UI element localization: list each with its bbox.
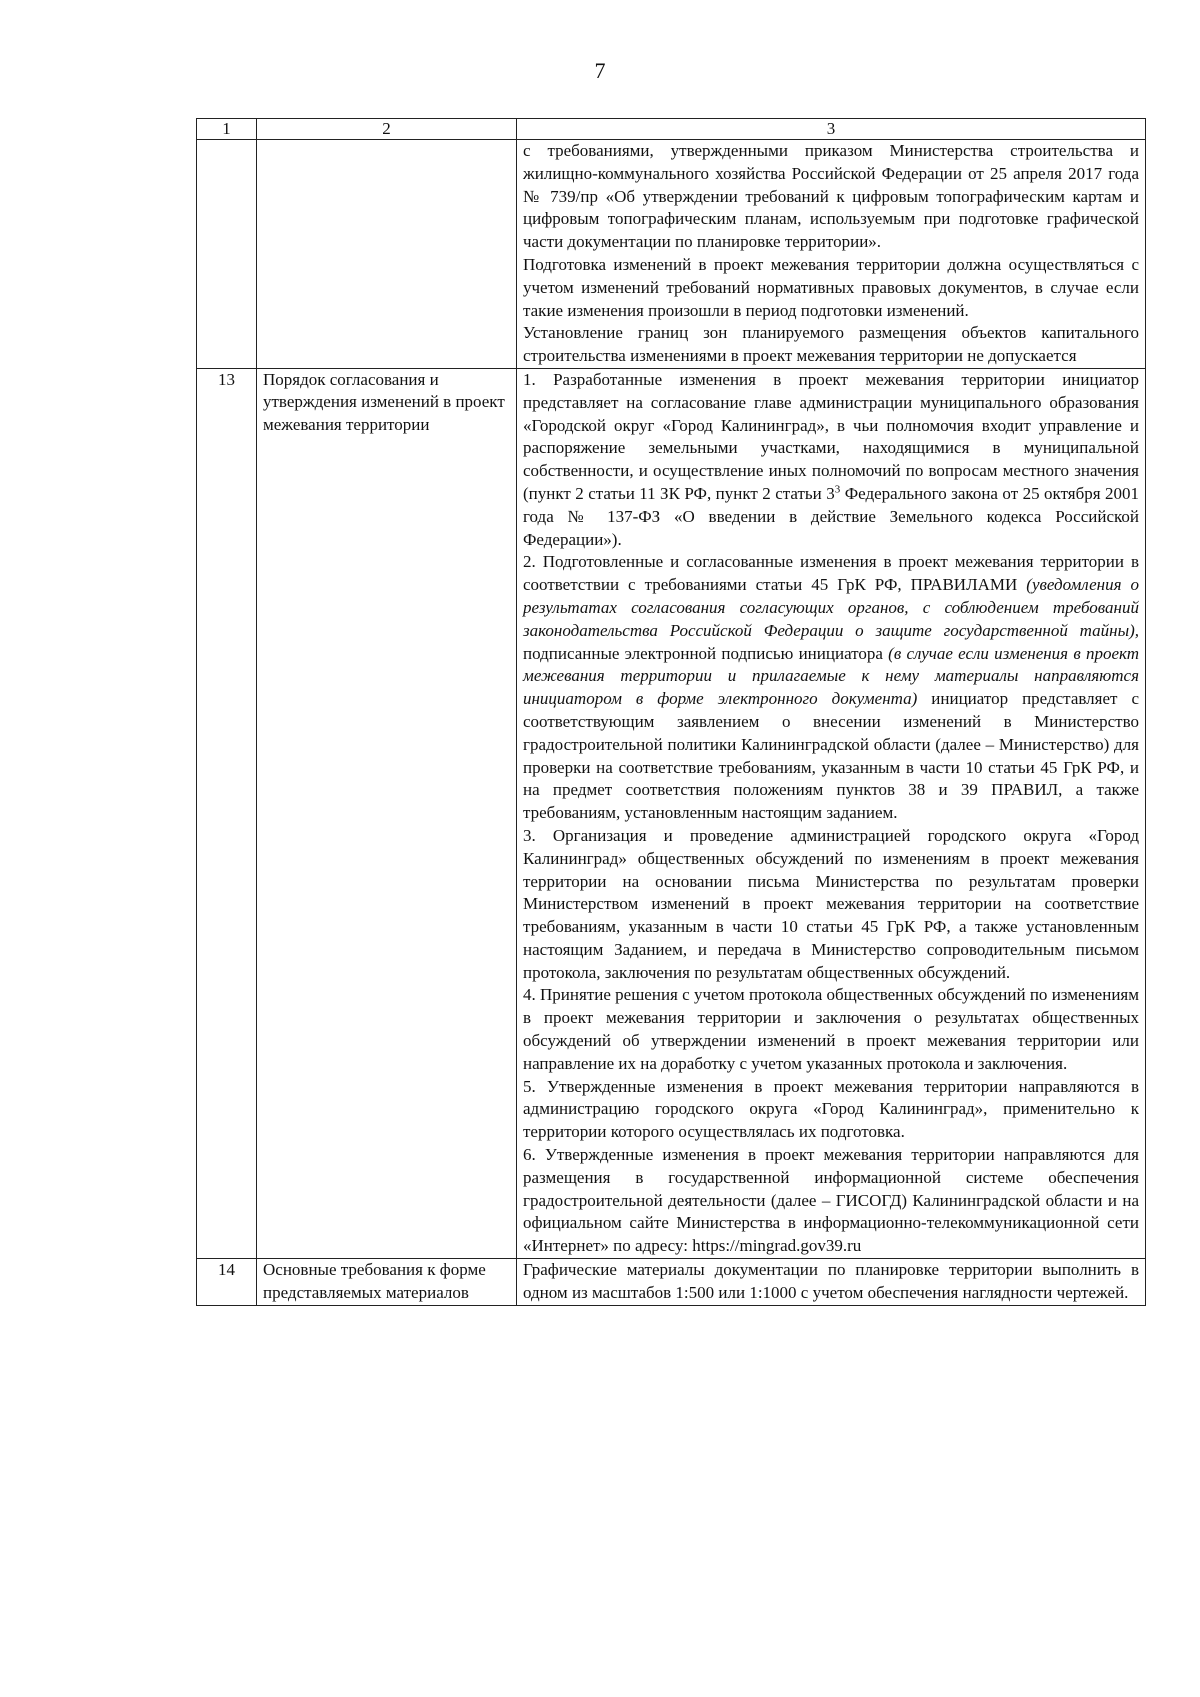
paragraph-4: 4. Принятие решения с учетом протокола общественных обсуждений по изменениям в проект межевания территории и заключения о результатах общественных обсуждений об утверждении изменений в проект межевания территории или направление их на доработку с учетом указанных протокола и заключения. xyxy=(523,985,1139,1073)
row-label xyxy=(257,140,517,369)
table-row xyxy=(197,1259,1146,1306)
row-label: Основные требования к форме представляемых материалов xyxy=(263,1260,486,1302)
row-number: 14 xyxy=(197,1259,257,1306)
paragraph-1: 1. Разработанные изменения в проект межевания территории инициатор представляет на согласование главе администрации муниципального образования «Городской округ «Город Калининград», в чьи полномочия входит управление и распоряжение земельными участками, находящимися в муниципальной собственности, и осуществление иных полномочий по вопросам местного значения (пункт 2 статьи 11 ЗК РФ, пункт 2 статьи $3^3$ Федерального закона от 25 октября 2001 года № 137-ФЗ «О введении в действие Земельного кодекса Российской Федерации»). xyxy=(523,369,1140,549)
paragraph: Подготовка изменений в проект межевания территории должна осуществляться с учетом изменений требований нормативных правовых документов, в случае если такие изменения произошли в период подготовки изменений. xyxy=(523,254,1139,320)
requirements-table xyxy=(196,118,1146,1306)
paragraph: Графические материалы документации по планировке территории выполнить в одном из масштабов 1:500 или 1:1000 с учетом обеспечения наглядности чертежей. xyxy=(523,1260,1139,1302)
row-label: Порядок согласования и утверждения изменений в проект межевания территории xyxy=(263,369,505,434)
row-content xyxy=(517,368,1146,1258)
column-header-3: 3 xyxy=(517,119,1146,140)
table-header-row xyxy=(197,119,1146,140)
paragraph: Установление границ зон планируемого размещения объектов капитального строительства изменениями в проект межевания территории не допускается xyxy=(523,323,1139,366)
superscript: 3 xyxy=(834,483,841,496)
row-number xyxy=(197,140,257,369)
paragraph: с требованиями, утвержденными приказом Министерства строительства и жилищно-коммунального хозяйства Российской Федерации от 25 апреля 2017 года № 739/пр «Об утверждении требований к цифровым топографическим картам и цифровым топографическим планам, используемым при подготовке графической части документации по планировке территории». xyxy=(523,141,1139,252)
row-content xyxy=(517,140,1146,369)
column-header-2: 2 xyxy=(257,119,517,140)
paragraph-5: 5. Утвержденные изменения в проект межевания территории направляются в администрацию городского округа «Город Калининград», применительно к территории которого осуществлялась их подготовка. xyxy=(523,1076,1139,1142)
row-label-cell xyxy=(257,1259,517,1306)
table-row xyxy=(197,368,1146,1258)
page-number: 7 xyxy=(594,58,606,83)
row-label-cell xyxy=(257,368,517,1258)
column-header-1: 1 xyxy=(197,119,257,140)
row-content xyxy=(517,1259,1146,1306)
row-number: 13 xyxy=(197,368,257,1258)
paragraph-6: 6. Утвержденные изменения в проект межевания территории направляются для размещения в государственной информационной системе обеспечения градостроительной деятельности (далее – ГИСОГД) Калининградской области и на официальном сайте Министерства в информационно-телекоммуникационной сети «Интернет» по адресу: https://mingrad.gov39.ru xyxy=(523,1145,1139,1256)
paragraph-2: 2. Подготовленные и согласованные изменения в проект межевания территории в соответствии с требованиями статьи 45 ГрК РФ, ПРАВИЛАМИ (уведомления о результатах согласования согласующих органов, с соблюдением требований законодательства Российской Федерации о защите государственной тайны), подписанные электронной подписью инициатора (в случае если изменения в проект межевания территории и прилагаемые к нему материалы направляются инициатором в форме электронного документа) инициатор представляет с соответствующим заявлением о внесении изменений в Министерство градостроительной политики Калининградской области (далее – Министерство) для проверки на соответствие требованиям, указанным в части 10 статьи 45 ГрК РФ, и на предмет соответствия положениям пунктов 38 и 39 ПРАВИЛ, а также требованиям, установленным настоящим заданием. xyxy=(523,552,1140,823)
table-row xyxy=(197,140,1146,369)
paragraph-3: 3. Организация и проведение администрацией городского округа «Город Калининград» общественных обсуждений по изменениям в проект межевания территории на основании письма Министерства по результатам проверки Министерством изменений в проект межевания территории на соответствие требованиям, указанным в части 10 статьи 45 ГрК РФ, а также установленным настоящим Заданием, и передача в Министерство сопроводительным письмом протокола, заключения по результатам общественных обсуждений. xyxy=(523,825,1139,982)
